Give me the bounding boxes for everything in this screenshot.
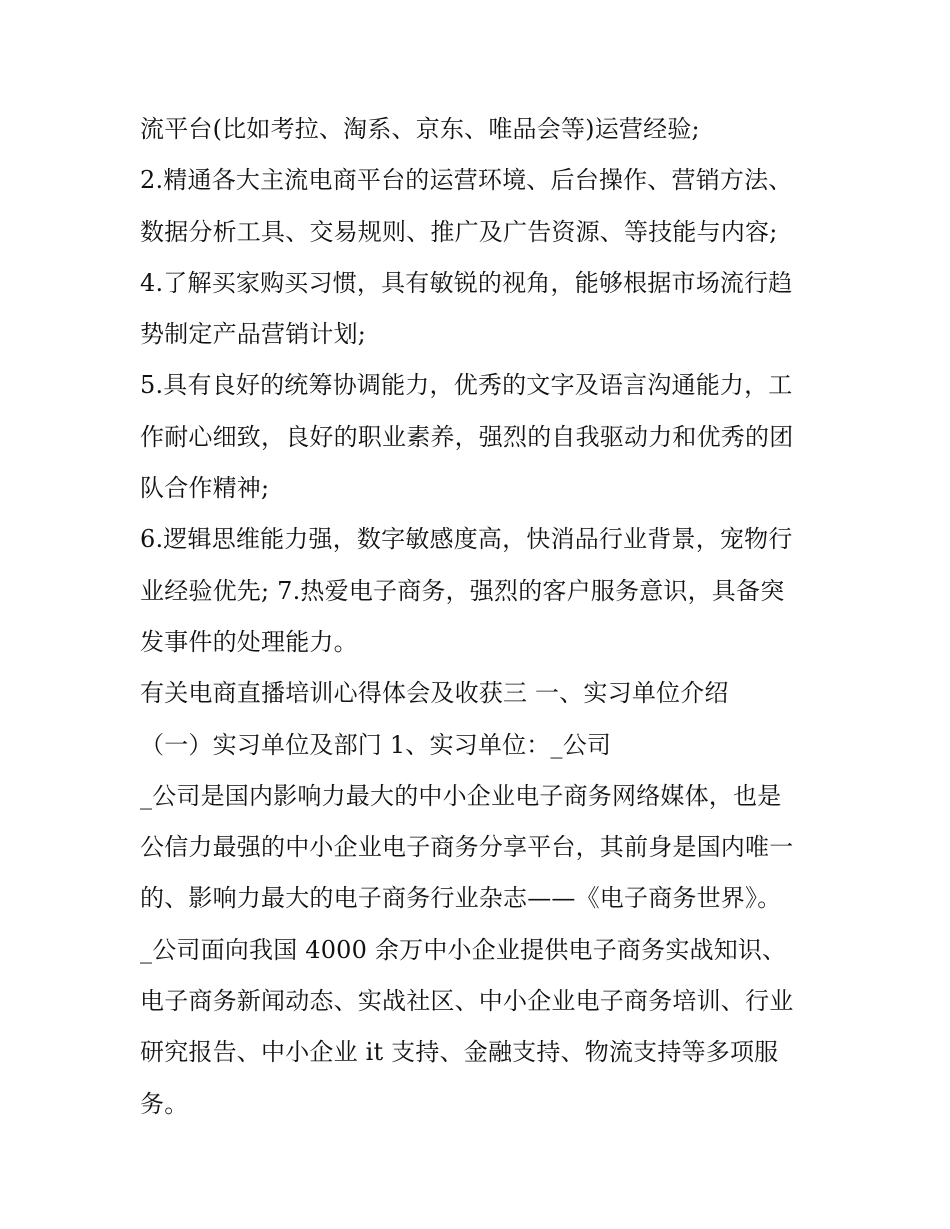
text-line: 6.逻辑思维能力强，数字敏感度高，快消品行业背景，宠物行 (140, 525, 793, 554)
text-line: 业经验优先; 7.热爱电子商务，强烈的客户服务意识，具备突 (140, 576, 785, 605)
text-line: 队合作精神; (140, 474, 270, 503)
text-line: _公司面向我国 4000 余万中小企业提供电子商务实战知识、 (140, 935, 787, 964)
document-body (140, 104, 830, 1130)
text-line: 势制定产品营销计划; (140, 320, 367, 349)
text-line: 流平台(比如考拉、淘系、京东、唯品会等)运营经验; (140, 115, 700, 143)
text-line: 作耐心细致，良好的职业素养，强烈的自我驱动力和优秀的团 (140, 422, 794, 451)
text-line: 5.具有良好的统筹协调能力，优秀的文字及语言沟通能力，工 (140, 371, 793, 400)
section-heading: 有关电商直播培训心得体会及收获三 一、实习单位介绍 (140, 679, 729, 708)
text-line: 数据分析工具、交易规则、推广及广告资源、等技能与内容; (140, 217, 778, 246)
text-line: 的、影响力最大的电子商务行业杂志——《电子商务世界》。 (140, 884, 782, 913)
text-line: 公信力最强的中小企业电子商务分享平台，其前身是国内唯一 (140, 833, 794, 862)
text-line: 务。 (140, 1089, 189, 1118)
text-line: _公司是国内影响力最大的中小企业电子商务网络媒体，也是 (140, 781, 782, 810)
text-line: 研究报告、中小企业 it 支持、金融支持、物流支持等多项服 (140, 1038, 779, 1067)
text-line: 2.精通各大主流电商平台的运营环境、后台操作、营销方法、 (140, 166, 793, 195)
text-line: 发事件的处理能力。 (140, 627, 358, 656)
subsection-heading: （一）实习单位及部门 1、实习单位：_公司 (140, 730, 612, 759)
text-line: 电子商务新闻动态、实战社区、中小企业电子商务培训、行业 (140, 987, 794, 1016)
text-line: 4.了解买家购买习惯，具有敏锐的视角，能够根据市场流行趋 (140, 268, 793, 297)
